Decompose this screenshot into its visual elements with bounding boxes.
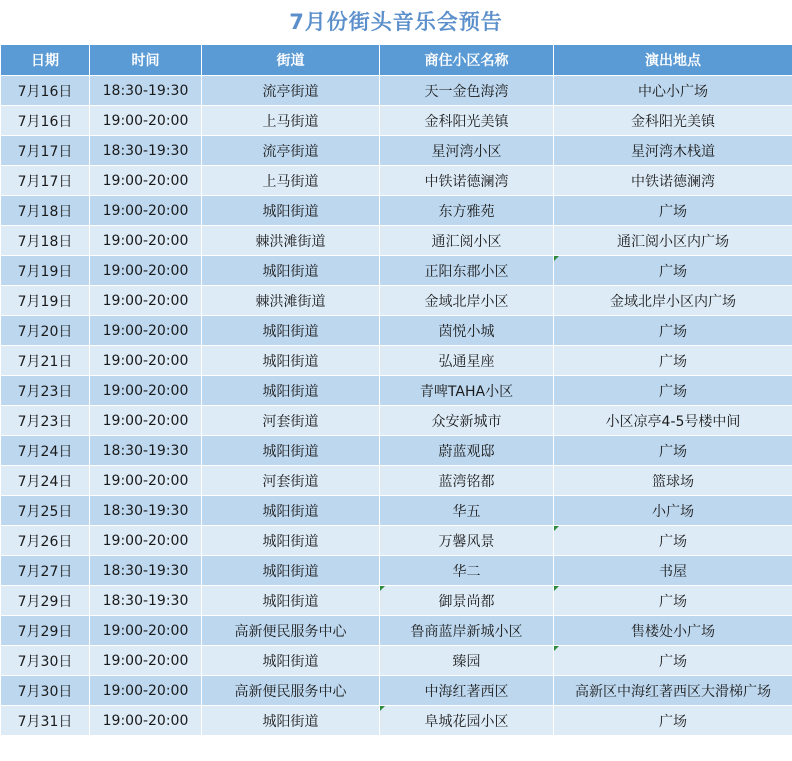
venue-cell: 广场 [554,196,792,226]
time-cell: 19:00-20:00 [90,106,202,136]
street-cell: 河套街道 [202,466,380,496]
date-cell: 7月21日 [1,346,90,376]
community-cell: 中海红著西区 [380,676,554,706]
community-cell: 青啤TAHA小区 [380,376,554,406]
venue-cell: 金域北岸小区内广场 [554,286,792,316]
table-row [1,346,792,376]
time-cell: 19:00-20:00 [90,646,202,676]
time-cell: 19:00-20:00 [90,256,202,286]
community-cell: 天一金色海湾 [380,76,554,106]
time-cell: 18:30-19:30 [90,76,202,106]
table-row [1,586,792,616]
community-cell: 阜城花园小区 [380,706,554,736]
time-cell: 19:00-20:00 [90,286,202,316]
street-cell: 城阳街道 [202,256,380,286]
community-cell: 臻园 [380,646,554,676]
date-cell: 7月23日 [1,376,90,406]
header-row [1,45,792,76]
header-time: 时间 [90,45,202,76]
venue-cell: 广场 [554,256,792,286]
venue-cell: 广场 [554,316,792,346]
venue-cell: 广场 [554,586,792,616]
street-cell: 上马街道 [202,166,380,196]
table-body [1,76,792,736]
time-cell: 19:00-20:00 [90,226,202,256]
street-cell: 高新便民服务中心 [202,676,380,706]
date-cell: 7月23日 [1,406,90,436]
venue-cell: 广场 [554,346,792,376]
community-cell: 华二 [380,556,554,586]
time-cell: 19:00-20:00 [90,406,202,436]
date-cell: 7月24日 [1,436,90,466]
venue-cell: 中铁诺德澜湾 [554,166,792,196]
header-date: 日期 [1,45,90,76]
date-cell: 7月18日 [1,196,90,226]
street-cell: 城阳街道 [202,496,380,526]
date-cell: 7月17日 [1,136,90,166]
date-cell: 7月20日 [1,316,90,346]
header-venue: 演出地点 [554,45,792,76]
street-cell: 城阳街道 [202,196,380,226]
table-row [1,166,792,196]
table-row [1,406,792,436]
header-community: 商住小区名称 [380,45,554,76]
table-row [1,196,792,226]
venue-cell: 高新区中海红著西区大滑梯广场 [554,676,792,706]
venue-cell: 广场 [554,376,792,406]
venue-cell: 广场 [554,436,792,466]
table-row [1,286,792,316]
venue-cell: 篮球场 [554,466,792,496]
page-title: 7月份街头音乐会预告 [289,10,503,34]
time-cell: 18:30-19:30 [90,436,202,466]
street-cell: 流亭街道 [202,76,380,106]
time-cell: 18:30-19:30 [90,136,202,166]
table-row [1,376,792,406]
date-cell: 7月29日 [1,586,90,616]
table-row [1,136,792,166]
street-cell: 流亭街道 [202,136,380,166]
venue-cell: 中心小广场 [554,76,792,106]
table-row [1,256,792,286]
table-row [1,556,792,586]
date-cell: 7月19日 [1,256,90,286]
venue-cell: 金科阳光美镇 [554,106,792,136]
community-cell: 通汇阅小区 [380,226,554,256]
date-cell: 7月19日 [1,286,90,316]
date-cell: 7月27日 [1,556,90,586]
time-cell: 19:00-20:00 [90,376,202,406]
table-row [1,526,792,556]
community-cell: 弘通星座 [380,346,554,376]
table-row [1,316,792,346]
venue-cell: 小广场 [554,496,792,526]
community-cell: 正阳东郡小区 [380,256,554,286]
street-cell: 城阳街道 [202,706,380,736]
date-cell: 7月25日 [1,496,90,526]
table-row [1,106,792,136]
community-cell: 茵悦小城 [380,316,554,346]
street-cell: 城阳街道 [202,346,380,376]
date-cell: 7月16日 [1,106,90,136]
community-cell: 众安新城市 [380,406,554,436]
date-cell: 7月24日 [1,466,90,496]
community-cell: 金科阳光美镇 [380,106,554,136]
date-cell: 7月30日 [1,646,90,676]
street-cell: 城阳街道 [202,526,380,556]
community-cell: 万馨风景 [380,526,554,556]
community-cell: 蔚蓝观邸 [380,436,554,466]
schedule-table [0,44,792,736]
date-cell: 7月26日 [1,526,90,556]
time-cell: 19:00-20:00 [90,346,202,376]
table-row [1,646,792,676]
date-cell: 7月18日 [1,226,90,256]
street-cell: 城阳街道 [202,436,380,466]
time-cell: 19:00-20:00 [90,196,202,226]
date-cell: 7月17日 [1,166,90,196]
table-row [1,466,792,496]
time-cell: 18:30-19:30 [90,586,202,616]
venue-cell: 售楼处小广场 [554,616,792,646]
community-cell: 金域北岸小区 [380,286,554,316]
table-row [1,676,792,706]
venue-cell: 书屋 [554,556,792,586]
street-cell: 城阳街道 [202,586,380,616]
community-cell: 华五 [380,496,554,526]
community-cell: 中铁诺德澜湾 [380,166,554,196]
venue-cell: 星河湾木栈道 [554,136,792,166]
time-cell: 19:00-20:00 [90,676,202,706]
time-cell: 19:00-20:00 [90,166,202,196]
community-cell: 星河湾小区 [380,136,554,166]
venue-cell: 通汇阅小区内广场 [554,226,792,256]
street-cell: 棘洪滩街道 [202,286,380,316]
table-row [1,76,792,106]
time-cell: 19:00-20:00 [90,526,202,556]
venue-cell: 小区凉亭4-5号楼中间 [554,406,792,436]
date-cell: 7月30日 [1,676,90,706]
venue-cell: 广场 [554,526,792,556]
street-cell: 棘洪滩街道 [202,226,380,256]
street-cell: 城阳街道 [202,316,380,346]
table-row [1,436,792,466]
street-cell: 河套街道 [202,406,380,436]
date-cell: 7月31日 [1,706,90,736]
community-cell: 东方雅苑 [380,196,554,226]
table-row [1,616,792,646]
date-cell: 7月16日 [1,76,90,106]
date-cell: 7月29日 [1,616,90,646]
table-row [1,496,792,526]
community-cell: 蓝湾铭都 [380,466,554,496]
street-cell: 城阳街道 [202,556,380,586]
time-cell: 18:30-19:30 [90,556,202,586]
street-cell: 城阳街道 [202,646,380,676]
time-cell: 19:00-20:00 [90,316,202,346]
time-cell: 19:00-20:00 [90,706,202,736]
time-cell: 19:00-20:00 [90,616,202,646]
community-cell: 鲁商蓝岸新城小区 [380,616,554,646]
time-cell: 19:00-20:00 [90,466,202,496]
street-cell: 上马街道 [202,106,380,136]
table-row [1,226,792,256]
venue-cell: 广场 [554,706,792,736]
venue-cell: 广场 [554,646,792,676]
time-cell: 18:30-19:30 [90,496,202,526]
street-cell: 高新便民服务中心 [202,616,380,646]
table-header [1,45,792,76]
street-cell: 城阳街道 [202,376,380,406]
header-street: 街道 [202,45,380,76]
community-cell: 御景尚都 [380,586,554,616]
table-row [1,706,792,736]
